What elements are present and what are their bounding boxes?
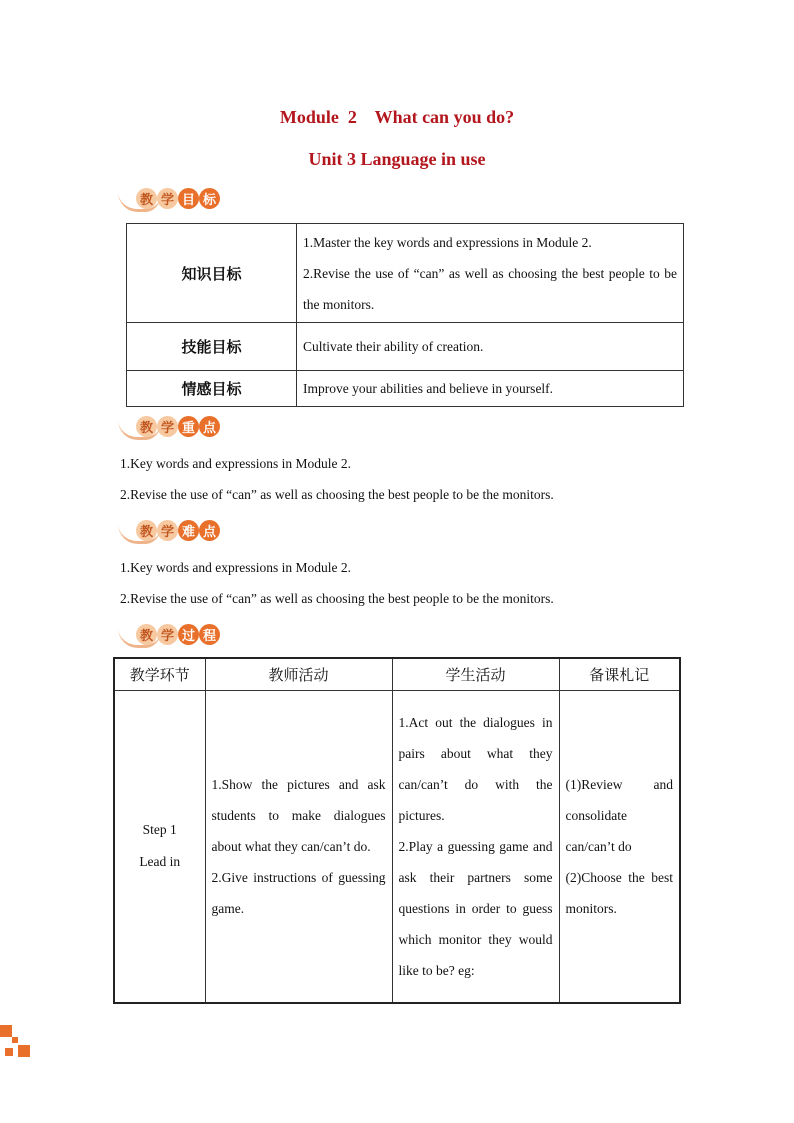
header-cell: 教学环节 — [114, 658, 205, 690]
objective-value: Cultivate their ability of creation. — [297, 323, 684, 371]
process-table — [113, 657, 681, 1004]
objective-label: 技能目标 — [127, 323, 297, 371]
section-badge-key-points: 教 学 重 点 — [118, 416, 228, 442]
difficulty-item: 1.Key words and expressions in Module 2. — [120, 560, 351, 575]
corner-decoration — [12, 1037, 18, 1043]
unit-title: Unit 3 Language in use — [308, 149, 486, 169]
objective-label: 情感目标 — [127, 371, 297, 407]
corner-decoration — [18, 1045, 30, 1057]
teacher-activity-cell: 1.Show the pictures and ask students to make dialogues about what they can/can’t do. 2.Give instructions of guessing game. — [205, 690, 392, 1003]
objective-value: 1.Master the key words and expressions in Module 2. 2.Revise the use of “can” as well as choosing the best people to be the monitors. — [297, 224, 684, 323]
module-title: Module 2 What can you do? — [279, 107, 515, 127]
notes-cell: (1)Review and consolidate can/can’t do (2)Choose the best monitors. — [559, 690, 680, 1003]
objective-label: 知识目标 — [127, 224, 297, 323]
header-cell: 备课札记 — [559, 658, 680, 690]
corner-decoration — [0, 1025, 12, 1037]
step-cell: Step 1 Lead in — [114, 690, 205, 1003]
header-cell: 教师活动 — [205, 658, 392, 690]
key-point-item: 2.Revise the use of “can” as well as choosing the best people to be the monitors. — [120, 487, 554, 502]
header-cell: 学生活动 — [392, 658, 559, 690]
objective-value: Improve your abilities and believe in yourself. — [297, 371, 684, 407]
student-activity-cell: 1.Act out the dialogues in pairs about what they can/can’t do with the pictures. 2.Play a guessing game and ask their partners some questions in order to guess which monitor they would like to be? eg: — [392, 690, 559, 1003]
objectives-table — [126, 223, 684, 407]
corner-decoration — [5, 1048, 13, 1056]
difficulty-item: 2.Revise the use of “can” as well as choosing the best people to be the monitors. — [120, 591, 554, 606]
key-point-item: 1.Key words and expressions in Module 2. — [120, 456, 351, 471]
section-badge-difficulties: 教 学 难 点 — [118, 520, 228, 546]
section-badge-objectives: 教 学 目 标 — [118, 188, 228, 214]
section-badge-process: 教 学 过 程 — [118, 624, 228, 650]
